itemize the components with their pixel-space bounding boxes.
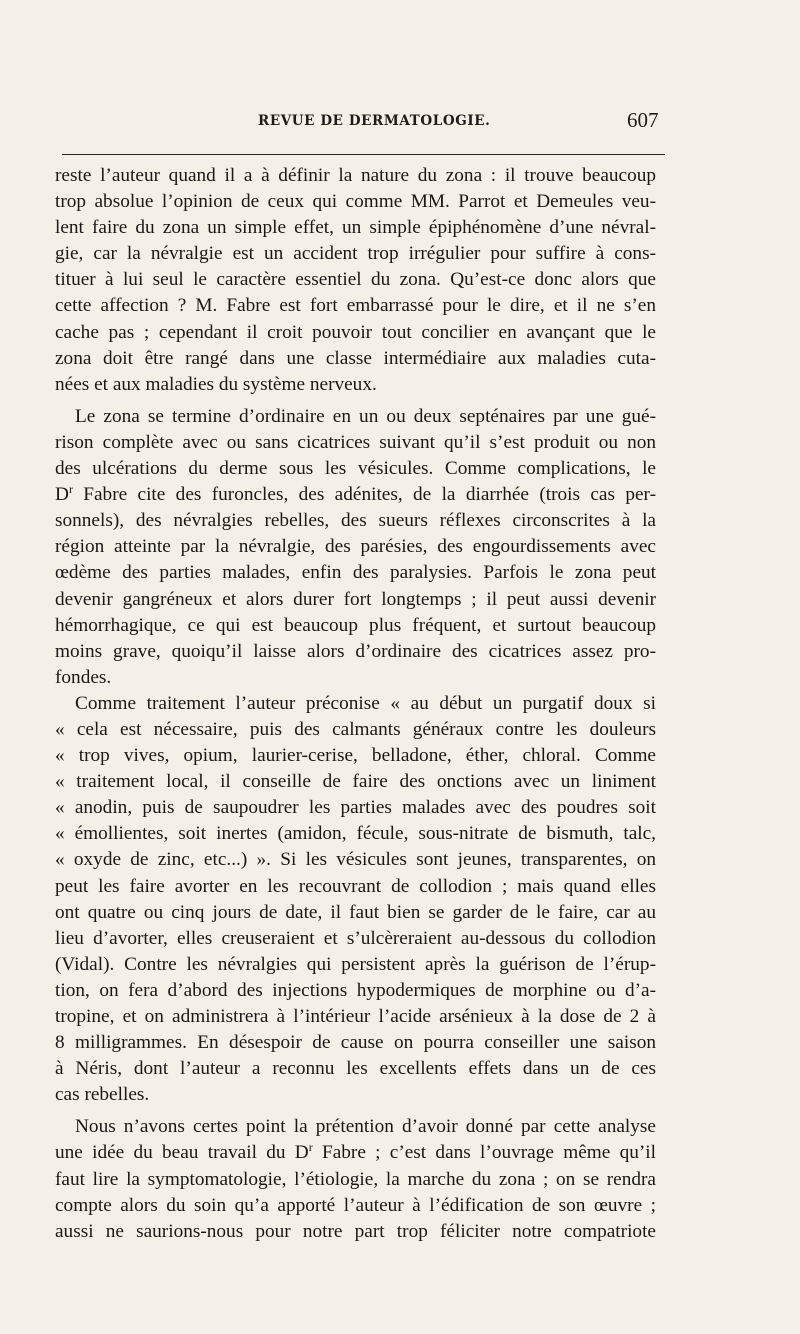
text-line: « anodin, puis de saupoudrer les parties malades avec des poudres soit bbox=[55, 797, 656, 819]
text-line: moins grave, quoiqu’il laisse alors d’ordinaire des cicatrices assez pro- bbox=[55, 640, 656, 662]
text-line: compte alors du soin qu’a apporté l’auteur à l’édification de son œuvre ; bbox=[55, 1194, 656, 1216]
header-rule bbox=[62, 154, 665, 155]
text-line: « cela est nécessaire, puis des calmants généraux contre les douleurs bbox=[55, 718, 656, 740]
text-line: lent faire du zona un simple effet, un simple épiphénomène d’une névral- bbox=[55, 217, 656, 239]
text-line: 8 milligrammes. En désespoir de cause on pourra conseiller une saison bbox=[55, 1032, 656, 1054]
running-title: REVUE DE DERMATOLOGIE. bbox=[258, 113, 491, 129]
text-line: trop absolue l’opinion de ceux qui comme MM. Parrot et Demeules veu- bbox=[55, 191, 656, 213]
text-line: faut lire la symptomatologie, l’étiologie, la marche du zona ; on se rendra bbox=[55, 1168, 656, 1190]
text-line: gie, car la névralgie est un accident trop irrégulier pour suffire à cons- bbox=[55, 243, 656, 265]
text-line: hémorrhagique, ce qui est beaucoup plus fréquent, et surtout beaucoup bbox=[55, 614, 656, 636]
text-line: Comme traitement l’auteur préconise « au début un purgatif doux si bbox=[75, 692, 656, 714]
text-line: zona doit être rangé dans une classe intermédiaire aux maladies cuta- bbox=[55, 347, 656, 369]
text-line: lieu d’avorter, elles creuseraient et s’ulcèreraient au-dessous du collodion bbox=[55, 927, 656, 949]
text-line: tituer à lui seul le caractère essentiel du zona. Qu’est-ce donc alors que bbox=[55, 269, 656, 291]
text-line: « trop vives, opium, laurier-cerise, belladone, éther, chloral. Comme bbox=[55, 745, 656, 767]
text-line: Le zona se termine d’ordinaire en un ou deux septénaires par une gué- bbox=[75, 405, 656, 427]
page-number: 607 bbox=[627, 108, 659, 132]
text-line: $D^r$ Fabre cite des furoncles, des adénites, de la diarrhée (trois cas per- bbox=[55, 482, 656, 506]
text-line: à Néris, dont l’auteur a reconnu les excellents effets dans un de ces bbox=[55, 1058, 656, 1080]
text-line: « oxyde de zinc, etc...) ». Si les vésicules sont jeunes, transparentes, on bbox=[55, 849, 656, 871]
text-line: cas rebelles. bbox=[55, 1084, 150, 1106]
text-line: ont quatre ou cinq jours de date, il faut bien se garder de le faire, car au bbox=[55, 901, 656, 923]
text-line: « émollientes, soit inertes (amidon, fécule, sous-nitrate de bismuth, talc, bbox=[55, 823, 656, 845]
text-line: rison complète avec ou sans cicatrices suivant qu’il s’est produit ou non bbox=[55, 431, 656, 453]
body-text bbox=[55, 163, 656, 1245]
text-line: cache pas ; cependant il croit pouvoir tout concilier en avançant que le bbox=[55, 321, 656, 343]
text-line: des ulcérations du derme sous les vésicules. Comme complications, le bbox=[55, 458, 656, 480]
text-line: région atteinte par la névralgie, des parésies, des engourdissements avec bbox=[55, 536, 656, 558]
text-line: tion, on fera d’abord des injections hypodermiques de morphine ou d’a- bbox=[55, 979, 656, 1001]
text-line: une idée du beau travail du $D^r$ Fabre ; c’est dans l’ouvrage même qu’il bbox=[55, 1140, 656, 1164]
text-line: cette affection ? M. Fabre est fort embarrassé pour le dire, et il ne s’en bbox=[55, 295, 656, 317]
text-line: reste l’auteur quand il a à définir la nature du zona : il trouve beaucoup bbox=[55, 165, 656, 186]
text-line: nées et aux maladies du système nerveux. bbox=[55, 373, 377, 395]
text-line: « traitement local, il conseille de faire des onctions avec un liniment bbox=[55, 771, 656, 793]
text-line: devenir gangréneux et alors durer fort longtemps ; il peut aussi devenir bbox=[55, 588, 656, 610]
text-line: tropine, et on administrera à l’intérieur l’acide arsénieux à la dose de 2 à bbox=[55, 1006, 656, 1027]
text-line: aussi ne saurions-nous pour notre part trop féliciter notre compatriote bbox=[55, 1220, 656, 1242]
text-line: Nous n’avons certes point la prétention d’avoir donné par cette analyse bbox=[75, 1116, 656, 1138]
text-line: fondes. bbox=[55, 666, 112, 688]
text-line: (Vidal). Contre les névralgies qui persistent après la guérison de l’érup- bbox=[55, 953, 656, 975]
text-line: peut les faire avorter en les recouvrant de collodion ; mais quand elles bbox=[55, 875, 656, 897]
text-line: sonnels), des névralgies rebelles, des sueurs réflexes circonscrites à la bbox=[55, 510, 656, 532]
text-line: œdème des parties malades, enfin des paralysies. Parfois le zona peut bbox=[55, 562, 656, 584]
